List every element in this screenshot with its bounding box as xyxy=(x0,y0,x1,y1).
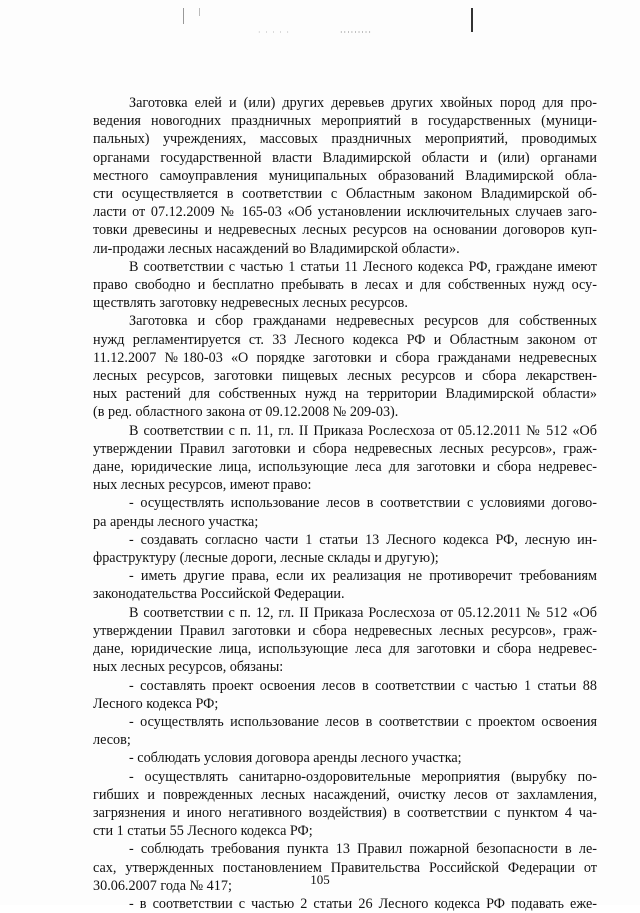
paragraph-line: ществлять заготовку недревесных лесных ресурсов. xyxy=(93,295,408,312)
paragraph-line: ведения новогодних праздничных мероприятий в государственных (муници- xyxy=(93,113,597,130)
paragraph-line: ли-продажи лесных насаждений во Владимирской области». xyxy=(93,240,460,257)
paragraph-line: Заготовка и сбор гражданами недревесных ресурсов для собственных xyxy=(129,313,597,330)
list-item-line: загрязнения и иного негативного воздействия) в соответствии с пунктом 4 ча- xyxy=(93,804,597,821)
paragraph-line: 11.12.2007 №180-03 «О порядке заготовки и сбора гражданами недревесных xyxy=(93,349,597,366)
list-item-line: - осуществлять использование лесов в соответствии с условиями догово- xyxy=(129,495,597,512)
list-item-line: ра аренды лесного участка; xyxy=(93,513,259,530)
list-item-line: Лесного кодекса РФ; xyxy=(93,695,219,712)
body-text xyxy=(93,94,597,913)
paragraph-line: ласти от 07.12.2009 № 165-03 «Об установлении исключительных случаев заго- xyxy=(93,204,597,221)
list-item-line: сах, утвержденных постановлением Правительства Российской Федерации от xyxy=(93,859,597,876)
list-item-line: - соблюдать требования пункта 13 Правил пожарной безопасности в ле- xyxy=(129,841,597,858)
list-item-line: - в соответствии с частью 2 статьи 26 Лесного кодекса РФ подавать еже- xyxy=(129,895,597,912)
list-item-line: гибших и поврежденных лесных насаждений, очистку лесов от захламления, xyxy=(93,786,597,803)
paragraph-line: утверждении Правил заготовки и сбора недревесных лесных ресурсов», граж- xyxy=(93,622,597,639)
header-smudge: · · · · · xyxy=(258,28,290,37)
paragraph-line: ных лесных ресурсов, имеют право: xyxy=(93,477,312,494)
list-item-line: законодательства Российской Федерации. xyxy=(93,586,345,603)
paragraph-line: право свободно и бесплатно пребывать в лесах и для собственных нужд осу- xyxy=(93,277,597,294)
paragraph-line: пальных) учреждениях, массовых праздничных мероприятий, проводимых xyxy=(93,131,597,148)
paragraph-line: сти осуществляется в соответствии с Областным законом Владимирской об- xyxy=(93,186,597,203)
paragraph-line: утверждении Правил заготовки и сбора недревесных лесных ресурсов», граж- xyxy=(93,440,597,457)
scan-artifact-line xyxy=(199,8,200,16)
scan-artifact-line xyxy=(183,8,184,24)
paragraph-line: дане, юридические лица, использующие леса для заготовки и сбора недревес- xyxy=(93,459,597,476)
scan-artifact-line xyxy=(471,8,473,32)
paragraph-line: дане, юридические лица, использующие леса для заготовки и сбора недревес- xyxy=(93,641,597,658)
list-item-line: - соблюдать условия договора аренды лесного участка; xyxy=(129,750,462,767)
header-smudge: ········· xyxy=(340,28,372,37)
paragraph-line: лесных ресурсов, заготовки пищевых лесных ресурсов и сбора лекарствен- xyxy=(93,368,597,385)
list-item-line: лесов; xyxy=(93,732,131,749)
paragraph-line: ных растений для собственных нужд на территории Владимирской области» xyxy=(93,386,597,403)
paragraph-line: органами государственной власти Владимирской области и (или) органами xyxy=(93,149,597,166)
list-item-line: - составлять проект освоения лесов в соответствии с частью 1 статьи 88 xyxy=(129,677,597,694)
list-item-line: - осуществлять санитарно-оздоровительные мероприятия (вырубку по- xyxy=(129,768,597,785)
paragraph-line: В соответствии с п. 11, гл. II Приказа Рослесхоза от 05.12.2011 № 512 «Об xyxy=(129,422,597,439)
paragraph-line: товки древесины и недревесных лесных ресурсов на основании договоров куп- xyxy=(93,222,597,239)
paragraph-line: местного самоуправления муниципальных образований Владимирской обла- xyxy=(93,167,597,184)
paragraph-line: ных лесных ресурсов, обязаны: xyxy=(93,659,284,676)
paragraph-line: (в ред. областного закона от 09.12.2008 № 209-03). xyxy=(93,404,399,421)
paragraph-line: В соответствии с п. 12, гл. II Приказа Рослесхоза от 05.12.2011 № 512 «Об xyxy=(129,604,597,621)
paragraph-line: Заготовка елей и (или) других деревьев других хвойных пород для про- xyxy=(129,95,597,111)
paragraph-line: нужд регламентируется ст. 33 Лесного кодекса РФ и Областным законом от xyxy=(93,331,597,348)
paragraph-line: В соответствии с частью 1 статьи 11 Лесного кодекса РФ, граждане имеют xyxy=(129,258,597,275)
page-number: 105 xyxy=(310,872,330,887)
list-item-line: 30.06.2007 года № 417; xyxy=(93,877,232,894)
list-item-line: - создавать согласно части 1 статьи 13 Лесного кодекса РФ, лесную ин- xyxy=(129,531,597,548)
list-item-line: - иметь другие права, если их реализация не противоречит требованиям xyxy=(129,568,597,585)
list-item-line: фраструктуру (лесные дороги, лесные склады и другую); xyxy=(93,550,439,567)
list-item-line: сти 1 статьи 55 Лесного кодекса РФ; xyxy=(93,823,313,840)
list-item-line: - осуществлять использование лесов в соответствии с проектом освоения xyxy=(129,713,597,730)
